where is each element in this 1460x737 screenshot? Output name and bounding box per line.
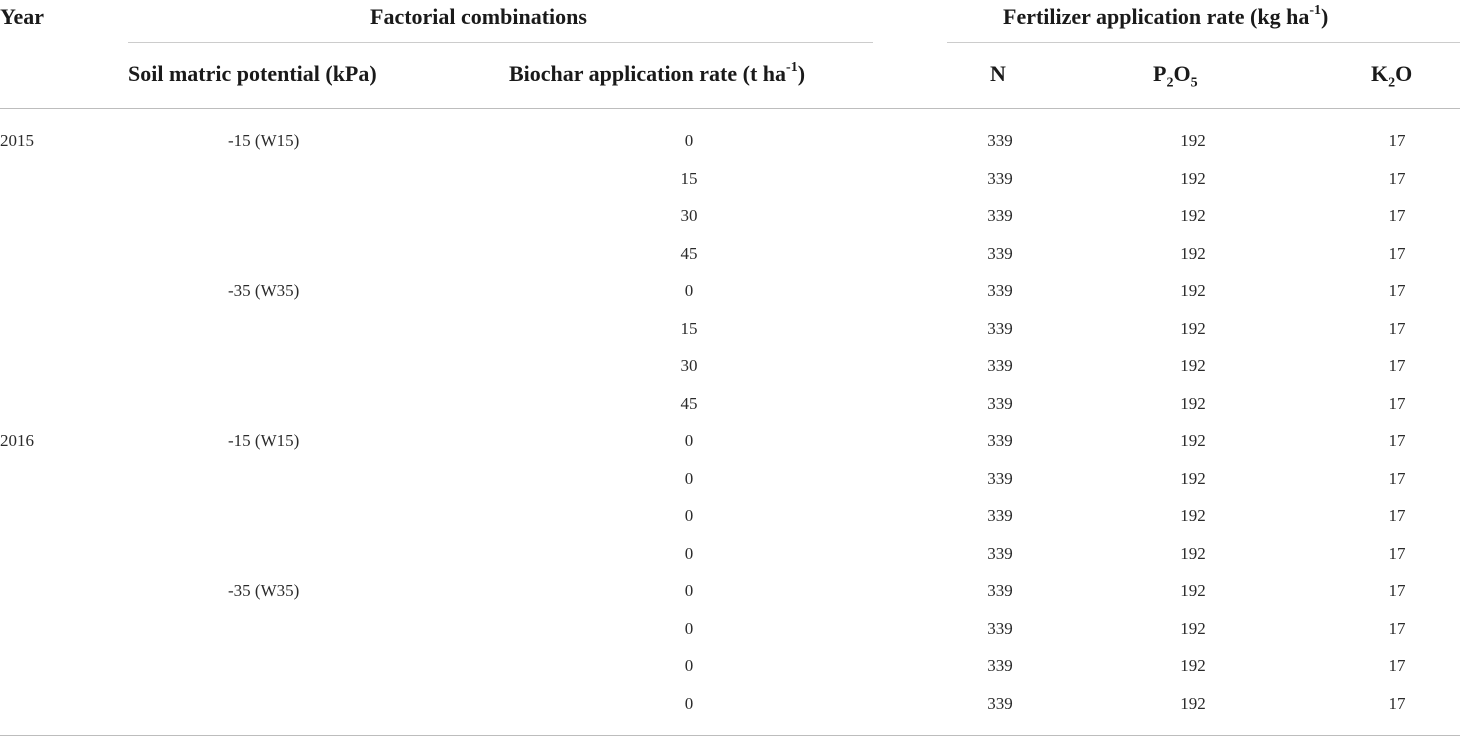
header-soil-matric-potential: Soil matric potential (kPa) bbox=[128, 61, 377, 86]
cell-year: 2016 bbox=[0, 431, 34, 450]
cell-p2o5: 192 bbox=[1180, 544, 1206, 563]
cell-biochar-rate: 0 bbox=[684, 506, 694, 525]
cell-p2o5: 192 bbox=[1180, 694, 1206, 713]
cell-p2o5: 192 bbox=[1180, 431, 1206, 450]
header-biochar-rate-close: ) bbox=[797, 61, 806, 86]
cell-biochar-rate: 30 bbox=[680, 206, 698, 225]
header-p2o5-p: P bbox=[1153, 61, 1167, 86]
cell-k2o: 17 bbox=[1388, 319, 1406, 338]
cell-n: 339 bbox=[987, 319, 1013, 338]
cell-n: 339 bbox=[987, 131, 1013, 150]
cell-n: 339 bbox=[987, 356, 1013, 375]
cell-n: 339 bbox=[987, 506, 1013, 525]
cell-n: 339 bbox=[987, 394, 1013, 413]
header-k2o-o: O bbox=[1395, 61, 1413, 86]
header-k2o-k: K bbox=[1371, 61, 1389, 86]
cell-p2o5: 192 bbox=[1180, 581, 1206, 600]
cell-biochar-rate: 0 bbox=[684, 694, 694, 713]
header-n: N bbox=[990, 61, 1006, 86]
cell-soil-matric-potential: -35 (W35) bbox=[228, 281, 300, 300]
cell-biochar-rate: 0 bbox=[684, 469, 694, 488]
cell-p2o5: 192 bbox=[1180, 169, 1206, 188]
cell-p2o5: 192 bbox=[1180, 356, 1206, 375]
fertilizer-group-rule bbox=[947, 42, 1460, 43]
cell-k2o: 17 bbox=[1388, 281, 1406, 300]
cell-p2o5: 192 bbox=[1180, 506, 1206, 525]
header-fertilizer-rate-close: ) bbox=[1321, 4, 1329, 29]
header-biochar-rate-sup: -1 bbox=[786, 59, 798, 75]
cell-p2o5: 192 bbox=[1180, 656, 1206, 675]
cell-n: 339 bbox=[987, 581, 1013, 600]
cell-n: 339 bbox=[987, 544, 1013, 563]
cell-k2o: 17 bbox=[1388, 169, 1406, 188]
header-fertilizer-rate bbox=[1003, 2, 1329, 29]
cell-n: 339 bbox=[987, 694, 1013, 713]
cell-biochar-rate: 15 bbox=[680, 319, 698, 338]
header-fertilizer-rate-sup: -1 bbox=[1309, 2, 1321, 18]
cell-k2o: 17 bbox=[1388, 469, 1406, 488]
header-biochar-rate-text: Biochar application rate (t ha bbox=[509, 61, 787, 86]
header-biochar-rate bbox=[509, 59, 806, 86]
cell-n: 339 bbox=[987, 469, 1013, 488]
cell-biochar-rate: 45 bbox=[680, 394, 698, 413]
cell-k2o: 17 bbox=[1388, 431, 1406, 450]
header-p2o5-sub2: 5 bbox=[1190, 75, 1198, 91]
cell-k2o: 17 bbox=[1388, 581, 1406, 600]
cell-biochar-rate: 0 bbox=[684, 281, 694, 300]
cell-biochar-rate: 30 bbox=[680, 356, 698, 375]
cell-soil-matric-potential: -15 (W15) bbox=[228, 431, 300, 450]
cell-n: 339 bbox=[987, 206, 1013, 225]
cell-biochar-rate: 0 bbox=[684, 656, 694, 675]
cell-biochar-rate: 0 bbox=[684, 544, 694, 563]
header-factorial-combinations: Factorial combinations bbox=[370, 4, 587, 29]
cell-biochar-rate: 45 bbox=[680, 244, 698, 263]
cell-n: 339 bbox=[987, 431, 1013, 450]
cell-soil-matric-potential: -15 (W15) bbox=[228, 131, 300, 150]
header-bottom-rule bbox=[0, 108, 1460, 109]
cell-k2o: 17 bbox=[1388, 694, 1406, 713]
cell-year: 2015 bbox=[0, 131, 34, 150]
cell-p2o5: 192 bbox=[1180, 131, 1206, 150]
cell-p2o5: 192 bbox=[1180, 244, 1206, 263]
cell-k2o: 17 bbox=[1388, 244, 1406, 263]
header-k2o-sub: 2 bbox=[1388, 75, 1396, 91]
cell-k2o: 17 bbox=[1388, 356, 1406, 375]
cell-biochar-rate: 0 bbox=[684, 131, 694, 150]
cell-p2o5: 192 bbox=[1180, 619, 1206, 638]
header-p2o5-sub1: 2 bbox=[1166, 75, 1174, 91]
cell-k2o: 17 bbox=[1388, 206, 1406, 225]
header-fertilizer-rate-text: Fertilizer application rate (kg ha bbox=[1003, 4, 1310, 29]
header-p2o5 bbox=[1153, 61, 1198, 91]
header-year: Year bbox=[0, 4, 44, 29]
cell-k2o: 17 bbox=[1388, 131, 1406, 150]
cell-n: 339 bbox=[987, 169, 1013, 188]
table-bottom-rule bbox=[0, 735, 1460, 736]
cell-k2o: 17 bbox=[1388, 544, 1406, 563]
cell-biochar-rate: 15 bbox=[680, 169, 698, 188]
cell-biochar-rate: 0 bbox=[684, 431, 694, 450]
header-p2o5-o: O bbox=[1173, 61, 1191, 86]
cell-k2o: 17 bbox=[1388, 619, 1406, 638]
cell-k2o: 17 bbox=[1388, 394, 1406, 413]
cell-n: 339 bbox=[987, 619, 1013, 638]
cell-p2o5: 192 bbox=[1180, 469, 1206, 488]
cell-soil-matric-potential: -35 (W35) bbox=[228, 581, 300, 600]
factorial-group-rule bbox=[128, 42, 873, 43]
cell-biochar-rate: 0 bbox=[684, 581, 694, 600]
cell-n: 339 bbox=[987, 656, 1013, 675]
cell-n: 339 bbox=[987, 244, 1013, 263]
header-k2o bbox=[1371, 61, 1413, 91]
cell-biochar-rate: 0 bbox=[684, 619, 694, 638]
cell-p2o5: 192 bbox=[1180, 319, 1206, 338]
cell-k2o: 17 bbox=[1388, 656, 1406, 675]
cell-p2o5: 192 bbox=[1180, 394, 1206, 413]
cell-k2o: 17 bbox=[1388, 506, 1406, 525]
cell-p2o5: 192 bbox=[1180, 281, 1206, 300]
cell-n: 339 bbox=[987, 281, 1013, 300]
cell-p2o5: 192 bbox=[1180, 206, 1206, 225]
